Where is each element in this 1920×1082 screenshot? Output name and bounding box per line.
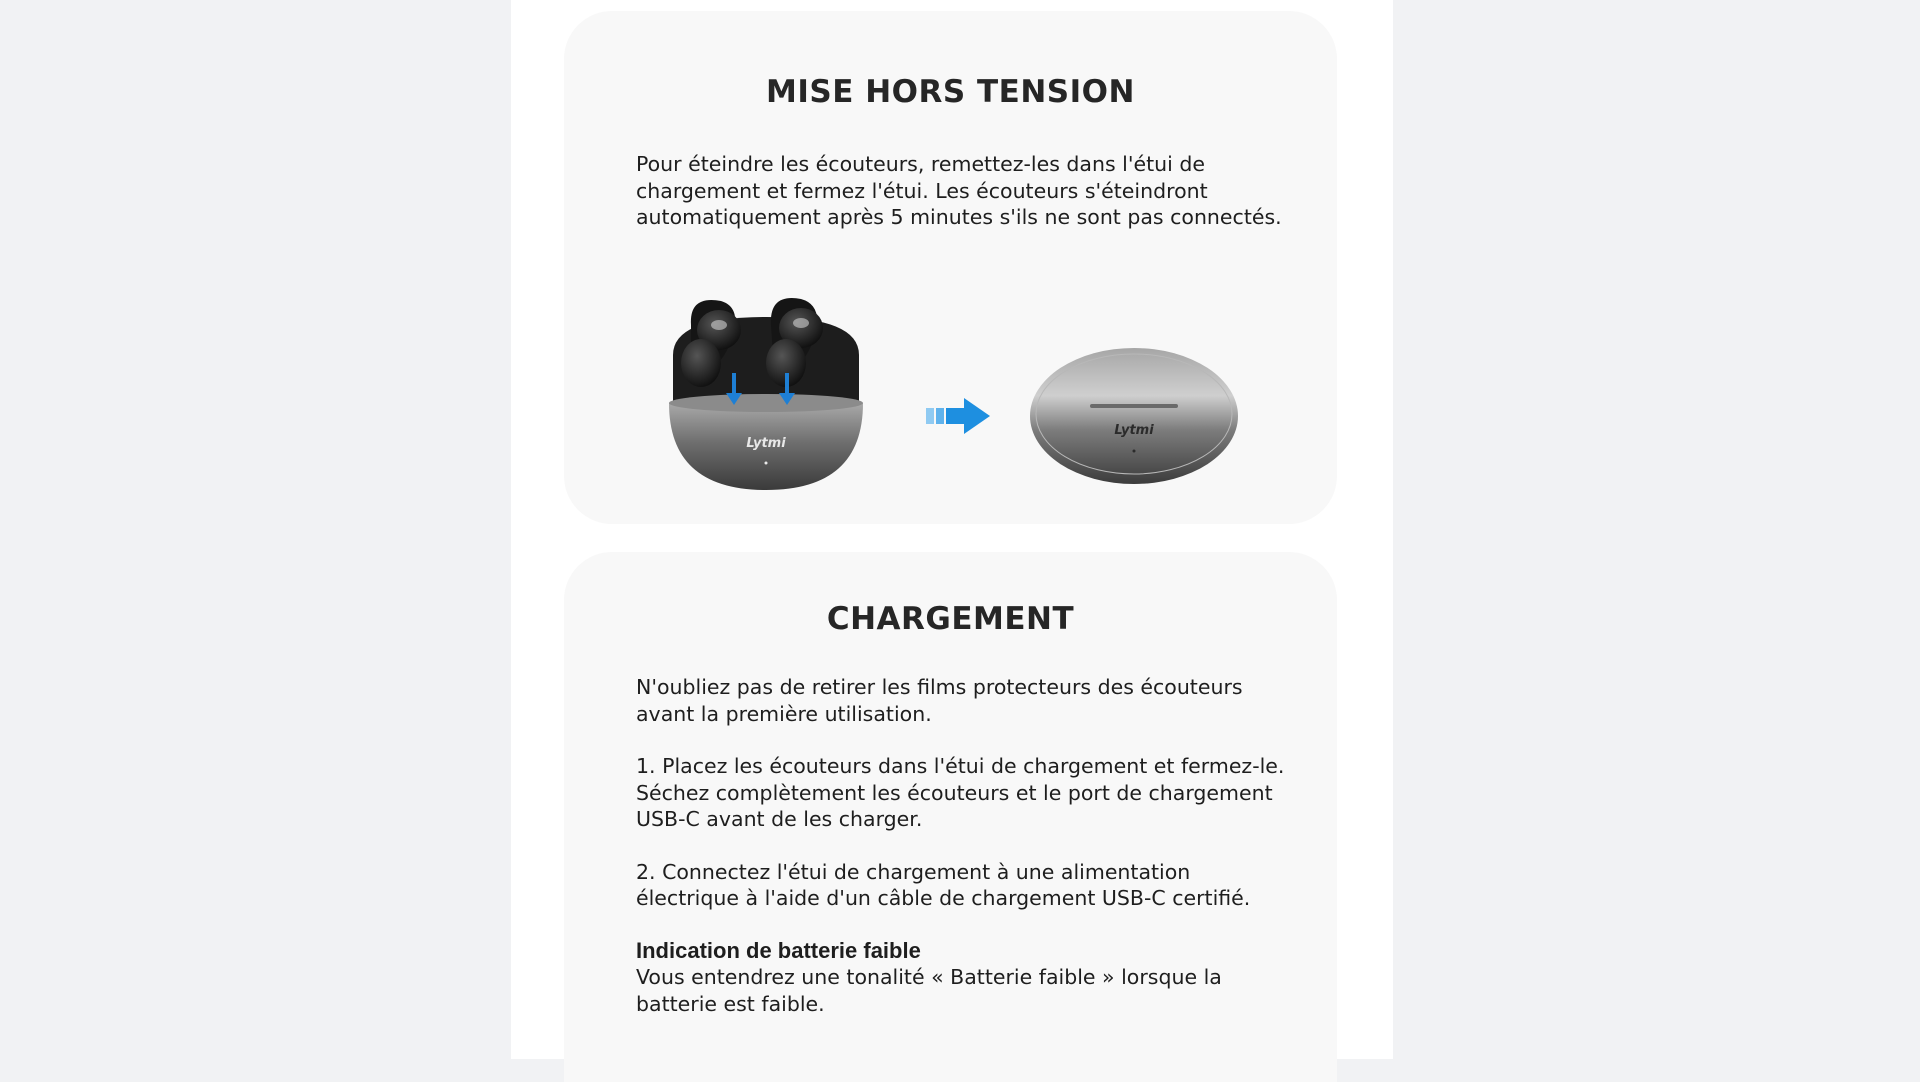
open-case-with-earbuds-image — [661, 295, 871, 495]
charging-card — [564, 552, 1337, 1082]
brand-logo-open: Lytmi — [746, 436, 786, 451]
arrow-right-icon — [924, 396, 994, 436]
content-page — [511, 0, 1393, 1059]
closed-case-image — [1024, 336, 1244, 496]
brand-logo-closed: Lytmi — [1114, 423, 1154, 438]
low-battery-block — [636, 938, 1286, 1018]
power-off-text: Pour éteindre les écouteurs, remettez-les dans l'étui de chargement et fermez l'étui. Les écouteurs s'éteindront automatiquement après 5 minutes s'ils ne sont pas connectés. — [636, 152, 1282, 229]
charging-paragraph-2: 1. Placez les écouteurs dans l'étui de chargement et fermez-le. Séchez complètement les écouteurs et le port de chargement USB-C avant de les charger. — [636, 754, 1285, 831]
charging-paragraph-3: 2. Connectez l'étui de chargement à une alimentation électrique à l'aide d'un câble de chargement USB-C certifié. — [636, 859, 1251, 910]
low-battery-heading: Indication de batterie faible — [636, 937, 921, 963]
power-off-card — [564, 11, 1337, 524]
charging-paragraph-1: N'oubliez pas de retirer les films protecteurs des écouteurs avant la première utilisation. — [636, 675, 1243, 726]
charging-text — [636, 674, 1286, 1017]
low-battery-text: Vous entendrez une tonalité « Batterie faible » lorsque la batterie est faible. — [636, 965, 1222, 1016]
charging-title: CHARGEMENT — [826, 601, 1075, 637]
power-off-title: MISE HORS TENSION — [766, 74, 1135, 110]
